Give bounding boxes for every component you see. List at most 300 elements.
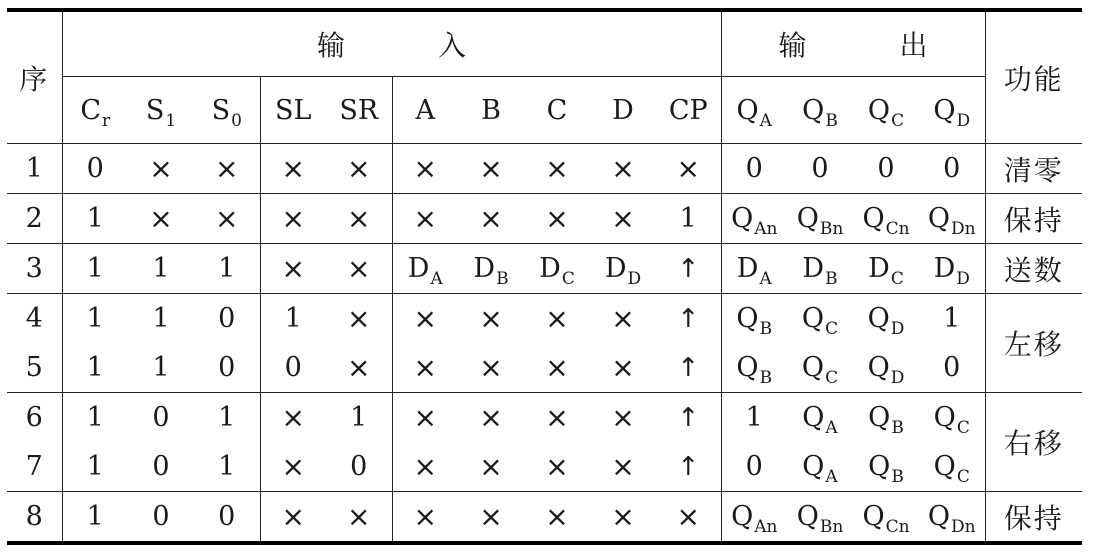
input-cell (194, 244, 260, 294)
output-cell (787, 294, 853, 344)
output-cell (919, 294, 985, 344)
cell-value: D (407, 253, 430, 284)
cell-value: 1 (86, 303, 104, 334)
dont-care-mark: × (545, 351, 569, 384)
input-cell (194, 343, 260, 393)
dont-care-mark: × (281, 152, 305, 185)
cell-subscript: 1 (165, 110, 177, 131)
output-cell (787, 442, 853, 492)
function-cell: 保持 (985, 194, 1082, 244)
input-cell (260, 442, 326, 492)
input-cell (326, 294, 392, 344)
table-row (7, 194, 1082, 244)
input-cell (590, 393, 656, 443)
input-cell (62, 393, 128, 443)
dont-care-mark: × (545, 500, 569, 533)
input-cell (590, 492, 656, 544)
input-cell (590, 294, 656, 344)
row-seq: 8 (7, 492, 62, 544)
dont-care-mark: × (149, 202, 173, 235)
input-cell (260, 144, 326, 194)
cell-value: 0 (943, 153, 961, 184)
cell-value: Q (933, 402, 956, 433)
input-header-a-5 (392, 77, 458, 144)
cell-value: Q (933, 94, 956, 126)
cell-value: 1 (86, 402, 104, 433)
dont-care-mark: × (479, 152, 503, 185)
cell-subscript: A (825, 467, 838, 487)
input-cell (326, 144, 392, 194)
dont-care-mark: × (479, 202, 503, 235)
row-seq: 7 (7, 442, 62, 492)
input-cell (392, 144, 458, 194)
output-cell (787, 144, 853, 194)
cell-subscript: C (825, 319, 839, 339)
input-cell (62, 343, 128, 393)
rising-edge-arrow-icon: ↑ (677, 254, 700, 284)
dont-care-mark: × (611, 302, 635, 335)
output-cell (721, 244, 787, 294)
input-cell (458, 343, 524, 393)
cell-value: Q (796, 203, 819, 234)
output-cell (721, 343, 787, 393)
row-seq: 6 (7, 393, 62, 443)
dont-care-mark: × (545, 302, 569, 335)
function-cell: 左移 (985, 294, 1082, 393)
output-cell (721, 144, 787, 194)
input-cell (260, 393, 326, 443)
function-cell: 右移 (985, 393, 1082, 492)
cell-value: Q (927, 203, 951, 234)
input-cell (524, 294, 590, 344)
cell-subscript: Cn (885, 517, 910, 537)
cell-value: 0 (152, 501, 170, 532)
outputs-group-header: 输 出 (721, 10, 985, 77)
cell-value: 1 (86, 203, 104, 234)
cell-value: B (481, 94, 501, 126)
output-cell (853, 244, 919, 294)
cell-value: 1 (86, 451, 104, 482)
dont-care-mark: × (479, 450, 503, 483)
input-cell (458, 144, 524, 194)
cell-value: 1 (350, 402, 368, 433)
input-header-sr-4 (326, 77, 392, 144)
table-row (7, 144, 1082, 194)
cell-value: C (80, 94, 102, 126)
output-cell (919, 492, 985, 544)
cell-value: Q (802, 94, 825, 126)
dont-care-mark: × (413, 401, 437, 434)
dont-care-mark: × (281, 401, 305, 434)
cell-value: 1 (745, 402, 763, 433)
cell-value: 1 (152, 352, 170, 383)
dont-care-mark: × (149, 152, 173, 185)
row-seq: 5 (7, 343, 62, 393)
cell-value: D (539, 253, 561, 284)
input-cell (458, 492, 524, 544)
cell-value: Q (927, 501, 951, 532)
input-cell (524, 492, 590, 544)
dont-care-mark: × (281, 202, 305, 235)
dont-care-mark: × (413, 351, 437, 384)
input-cell (458, 294, 524, 344)
cell-value: 1 (86, 501, 104, 532)
input-header-c-7 (524, 77, 590, 144)
output-header-qb (787, 77, 853, 144)
cell-value: Q (731, 203, 754, 234)
cell-subscript: B (891, 467, 904, 487)
input-cell (656, 294, 721, 344)
rising-edge-arrow-icon: ↑ (677, 304, 700, 334)
cell-value: 0 (86, 153, 104, 184)
cell-subscript: B (891, 418, 904, 438)
table-row (7, 393, 1082, 443)
cell-value: 0 (350, 451, 368, 482)
dont-care-mark: × (611, 500, 635, 533)
input-cell (458, 442, 524, 492)
input-cell (194, 393, 260, 443)
dont-care-mark: × (479, 500, 503, 533)
cell-subscript: B (759, 368, 773, 388)
row-seq: 2 (7, 194, 62, 244)
dont-care-mark: × (413, 152, 437, 185)
cell-subscript: A (825, 418, 838, 438)
dont-care-mark: × (479, 401, 503, 434)
cell-value: 1 (218, 253, 236, 284)
cell-subscript: An (754, 219, 778, 239)
input-cell (590, 343, 656, 393)
input-cell (194, 294, 260, 344)
input-cell (62, 144, 128, 194)
cell-value: Q (868, 402, 891, 433)
inputs-group-header: 输 入 (62, 10, 721, 77)
header-row-signals (7, 77, 1082, 144)
cell-value: Q (802, 402, 825, 433)
output-header-qa (721, 77, 787, 144)
cell-value: 0 (284, 352, 302, 383)
dont-care-mark: × (545, 152, 569, 185)
input-header-b-6 (458, 77, 524, 144)
input-cell (128, 294, 194, 344)
header-row-groups (7, 10, 1082, 77)
cell-value: 0 (811, 153, 829, 184)
rising-edge-arrow-icon: ↑ (677, 452, 700, 482)
cell-value: 0 (943, 352, 961, 383)
cell-value: Q (867, 303, 890, 334)
output-cell (721, 393, 787, 443)
cell-value: Q (862, 203, 885, 234)
cell-subscript: C (891, 110, 905, 131)
cell-value: 0 (877, 153, 895, 184)
dont-care-mark: × (611, 152, 635, 185)
seq-header: 序 (7, 10, 62, 144)
cell-value: SR (339, 94, 379, 126)
cell-subscript: A (430, 269, 443, 289)
cell-value: 0 (152, 402, 170, 433)
cell-value: Q (867, 94, 891, 126)
cell-subscript: An (754, 517, 778, 537)
cell-subscript: Dn (951, 517, 976, 537)
input-cell (392, 492, 458, 544)
input-cell (128, 194, 194, 244)
input-cell (62, 492, 128, 544)
cell-value: 1 (284, 303, 302, 334)
dont-care-mark: × (347, 500, 371, 533)
output-cell (853, 442, 919, 492)
dont-care-mark: × (611, 202, 635, 235)
row-seq: 4 (7, 294, 62, 344)
input-cell (62, 194, 128, 244)
dont-care-mark: × (611, 351, 635, 384)
rising-edge-arrow-icon: ↑ (677, 353, 700, 383)
cell-subscript: r (102, 110, 111, 131)
cell-value: D (802, 253, 825, 284)
cell-subscript: B (825, 269, 838, 289)
dont-care-mark: × (215, 152, 239, 185)
input-cell (656, 244, 721, 294)
output-cell (919, 244, 985, 294)
cell-value: D (933, 253, 956, 284)
input-cell (392, 194, 458, 244)
output-cell (853, 194, 919, 244)
dont-care-mark: × (479, 351, 503, 384)
truth-table-container (7, 8, 1082, 545)
output-cell (919, 393, 985, 443)
cell-subscript: C (956, 467, 970, 487)
cell-subscript: Bn (819, 517, 844, 537)
dont-care-mark: × (545, 202, 569, 235)
rising-edge-arrow-icon: ↑ (677, 403, 700, 433)
output-cell (853, 393, 919, 443)
input-cell (260, 294, 326, 344)
dont-care-mark: × (347, 302, 371, 335)
cell-value: 0 (745, 153, 763, 184)
input-header-s1-1 (128, 77, 194, 144)
input-cell (128, 442, 194, 492)
input-cell (326, 492, 392, 544)
table-row (7, 343, 1082, 393)
cell-value: Q (801, 303, 825, 334)
output-cell (853, 492, 919, 544)
input-cell (458, 393, 524, 443)
function-header: 功能 (985, 10, 1082, 144)
dont-care-mark: × (676, 500, 700, 533)
output-cell (853, 294, 919, 344)
cell-subscript: C (956, 418, 970, 438)
input-cell (128, 343, 194, 393)
cell-subscript: C (890, 269, 904, 289)
input-cell (656, 492, 721, 544)
input-cell (458, 194, 524, 244)
cell-value: D (736, 253, 759, 284)
cell-subscript: D (956, 269, 970, 289)
cell-value: 1 (218, 402, 236, 433)
cell-value: 1 (86, 352, 104, 383)
input-cell (326, 343, 392, 393)
output-cell (721, 194, 787, 244)
input-cell (392, 343, 458, 393)
input-cell (260, 343, 326, 393)
dont-care-mark: × (545, 401, 569, 434)
cell-subscript: B (759, 319, 773, 339)
dont-care-mark: × (281, 500, 305, 533)
shift-register-function-table (7, 8, 1082, 545)
output-header-qd (919, 77, 985, 144)
cell-subscript: B (496, 269, 509, 289)
input-cell (524, 194, 590, 244)
cell-value: C (546, 94, 568, 126)
cell-value: D (868, 253, 890, 284)
input-header-s0-2 (194, 77, 260, 144)
input-cell (326, 442, 392, 492)
cell-subscript: D (956, 110, 971, 131)
cell-value: Q (731, 501, 754, 532)
input-cell (62, 244, 128, 294)
cell-value: Q (801, 352, 825, 383)
cell-value: Q (736, 352, 759, 383)
input-cell (260, 492, 326, 544)
input-cell (656, 343, 721, 393)
input-cell (128, 144, 194, 194)
cell-subscript: Dn (951, 219, 976, 239)
output-cell (787, 393, 853, 443)
cell-subscript: B (825, 110, 838, 131)
input-cell (656, 442, 721, 492)
dont-care-mark: × (413, 500, 437, 533)
dont-care-mark: × (611, 401, 635, 434)
output-cell (721, 492, 787, 544)
input-header-d-8 (590, 77, 656, 144)
cell-subscript: A (759, 110, 772, 131)
table-row (7, 442, 1082, 492)
cell-subscript: D (890, 319, 905, 339)
cell-value: 0 (218, 501, 236, 532)
input-cell (590, 144, 656, 194)
input-cell (194, 194, 260, 244)
cell-value: D (604, 253, 627, 284)
input-cell (260, 194, 326, 244)
table-row (7, 244, 1082, 294)
cell-subscript: Bn (819, 219, 844, 239)
cell-value: 0 (745, 451, 763, 482)
cell-value: 1 (218, 451, 236, 482)
output-cell (853, 144, 919, 194)
input-header-sl-3 (260, 77, 326, 144)
input-cell (392, 244, 458, 294)
output-cell (919, 343, 985, 393)
input-cell (524, 442, 590, 492)
input-cell (128, 492, 194, 544)
cell-value: 1 (152, 303, 170, 334)
cell-value: Q (862, 501, 885, 532)
function-cell: 清零 (985, 144, 1082, 194)
cell-value: 0 (218, 303, 236, 334)
cell-value: Q (736, 303, 759, 334)
output-cell (919, 144, 985, 194)
input-cell (524, 144, 590, 194)
input-cell (62, 442, 128, 492)
function-cell: 送数 (985, 244, 1082, 294)
output-cell (787, 343, 853, 393)
input-cell (392, 294, 458, 344)
input-cell (194, 442, 260, 492)
input-cell (326, 194, 392, 244)
input-cell (524, 343, 590, 393)
output-cell (853, 343, 919, 393)
cell-value: D (612, 94, 634, 126)
dont-care-mark: × (413, 202, 437, 235)
input-cell (128, 393, 194, 443)
dont-care-mark: × (347, 351, 371, 384)
output-cell (721, 442, 787, 492)
cell-value: 1 (86, 253, 104, 284)
input-cell (590, 194, 656, 244)
cell-value: S (145, 94, 165, 126)
function-cell: 保持 (1003, 501, 1064, 535)
cell-subscript: C (561, 269, 575, 289)
cell-value: S (211, 94, 231, 126)
table-row (7, 294, 1082, 344)
cell-value: Q (933, 451, 956, 482)
cell-subscript: D (627, 269, 642, 289)
input-cell (128, 244, 194, 294)
output-cell (787, 194, 853, 244)
cell-subscript: 0 (231, 110, 242, 131)
dont-care-mark: × (347, 152, 371, 185)
output-cell (919, 442, 985, 492)
input-cell (326, 393, 392, 443)
cell-value: Q (802, 451, 825, 482)
cell-subscript: A (759, 269, 772, 289)
row-seq: 1 (7, 144, 62, 194)
cell-value: 1 (679, 203, 697, 234)
cell-value: SL (275, 94, 312, 126)
dont-care-mark: × (413, 302, 437, 335)
dont-care-mark: × (545, 450, 569, 483)
cell-value: 0 (152, 451, 170, 482)
dont-care-mark: × (281, 252, 305, 285)
cell-value: CP (668, 94, 708, 126)
input-cell (194, 144, 260, 194)
input-header-cp-9 (656, 77, 721, 144)
cell-value: 0 (218, 352, 236, 383)
input-cell (326, 244, 392, 294)
dont-care-mark: × (413, 450, 437, 483)
dont-care-mark: × (281, 450, 305, 483)
dont-care-mark: × (611, 450, 635, 483)
cell-subscript: Cn (885, 219, 910, 239)
input-cell (260, 244, 326, 294)
input-header-cr-0 (62, 77, 128, 144)
input-cell (524, 244, 590, 294)
cell-value: 1 (152, 253, 170, 284)
input-cell (524, 393, 590, 443)
dont-care-mark: × (676, 152, 700, 185)
output-cell (919, 194, 985, 244)
cell-value: Q (796, 501, 819, 532)
cell-value: A (415, 94, 435, 126)
input-cell (194, 492, 260, 544)
cell-value: Q (868, 451, 891, 482)
input-cell (392, 393, 458, 443)
dont-care-mark: × (347, 202, 371, 235)
table-row (7, 492, 1082, 544)
output-header-qc (853, 77, 919, 144)
input-cell (458, 244, 524, 294)
cell-subscript: C (825, 368, 839, 388)
input-cell (590, 442, 656, 492)
input-cell (62, 294, 128, 344)
